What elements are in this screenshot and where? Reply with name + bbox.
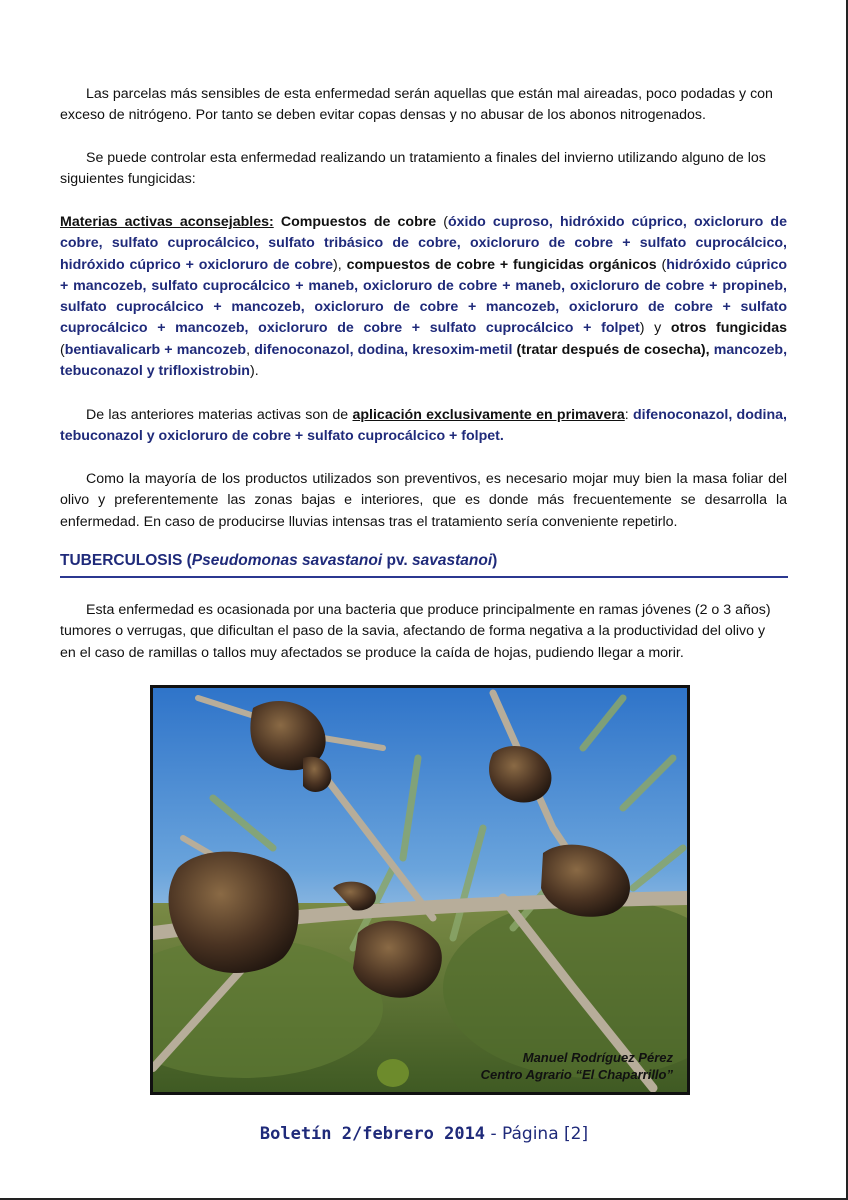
paragraph-ventilation: Las parcelas más sensibles de esta enfermedad serán aquellas que están mal aireadas, poco podadas y con exceso de nitrógeno. Por tanto se deben evitar copas densas y no abusar de los abonos nitrogenados.	[60, 86, 773, 124]
paragraph-active-ingredients: Materias activas aconsejables: Compuestos de cobre (óxido cuproso, hidróxido cúprico, oxicloruro de cobre, sulfato cuprocálcico, sulfato tribásico de cobre, oxicloruro de cobre + sulfato cuprocálcico, hidróxido cúprico + oxicloruro de cobre), compuestos de cobre + fungicidas orgánicos (hidróxido cúprico + mancozeb, sulfato cuprocálcico + maneb, oxicloruro de cobre + maneb, oxicloruro de cobre + propineb, sulfato cuprocálcico + mancozeb, oxicloruro de cobre + mancozeb, oxicloruro de cobre + sulfato cuprocálcico + mancozeb, oxicloruro de cobre + sulfato cuprocálcico + folpet) y otros fungicidas (bentiavalicarb + mancozeb, difenoconazol, dodina, kresoxim-metil (tratar después de cosecha), mancozeb, tebuconazol y trifloxistrobin).	[60, 214, 788, 380]
paragraph-bacteria: Esta enfermedad es ocasionada por una bacteria que produce principalmente en ramas jóvenes (2 o 3 años) tumores o verrugas, que dificultan el paso de la savia, afectando de forma negativa a la productividad del olivo y en el caso de ramillas o tallos muy afectados se produce la caída de hojas, pudiendo llegar a morir.	[60, 602, 771, 661]
photo-credit-name: Manuel Rodríguez Pérez	[522, 1050, 673, 1065]
paragraph-spring-only: De las anteriores materias activas son de aplicación exclusivamente en primavera: difenoconazol, dodina, tebuconazol y oxicloruro de cobre + sulfato cuprocálcico + folpet.	[60, 407, 787, 445]
spring-application-emphasis: aplicación exclusivamente en primavera	[352, 407, 625, 423]
olive-branch-galls-photo	[150, 685, 690, 1095]
paragraph-treatment: Se puede controlar esta enfermedad realizando un tratamiento a finales del invierno utilizando alguno de los siguientes fungicidas:	[60, 150, 766, 188]
spring-products-list: difenoconazol, dodina, tebuconazol y oxicloruro de cobre + sulfato cuprocálcico + folpet.	[60, 407, 787, 445]
photo-credit-org: Centro Agrario “El Chaparrillo”	[480, 1067, 673, 1082]
copper-compounds-list: óxido cuproso, hidróxido cúprico, oxicloruro de cobre, sulfato cuprocálcico, sulfato tribásico de cobre, oxicloruro de cobre + sulfato cuprocálcico, hidróxido cúprico + oxicloruro de cobre	[60, 214, 787, 273]
page-footer: Boletín 2/febrero 2014 - Página [2]	[259, 1124, 589, 1144]
bulletin-title: Boletín 2/febrero 2014	[259, 1124, 486, 1144]
section-heading-tuberculosis: TUBERCULOSIS (Pseudomonas savastanoi pv. savastanoi)	[60, 552, 788, 578]
page-number: Página [2]	[502, 1124, 589, 1144]
copper-organic-list: hidróxido cúprico + mancozeb, sulfato cuprocálcico + maneb, oxicloruro de cobre + maneb, oxicloruro de cobre + propineb, sulfato cuprocálcico + mancozeb, oxicloruro de cobre + mancozeb, oxicloruro de cobre + sulfato cuprocálcico + mancozeb, oxicloruro de cobre + sulfato cuprocálcico + folpet	[60, 256, 787, 337]
active-ingredients-label: Materias activas aconsejables:	[60, 214, 274, 230]
paragraph-preventive: Como la mayoría de los productos utilizados son preventivos, es necesario mojar muy bien la masa foliar del olivo y preferentemente las zonas bajas e interiores, que es donde más frecuentemente se desarrolla la enfermedad. En caso de producirse lluvias intensas tras el tratamiento sería conveniente repetirlo.	[60, 471, 787, 530]
